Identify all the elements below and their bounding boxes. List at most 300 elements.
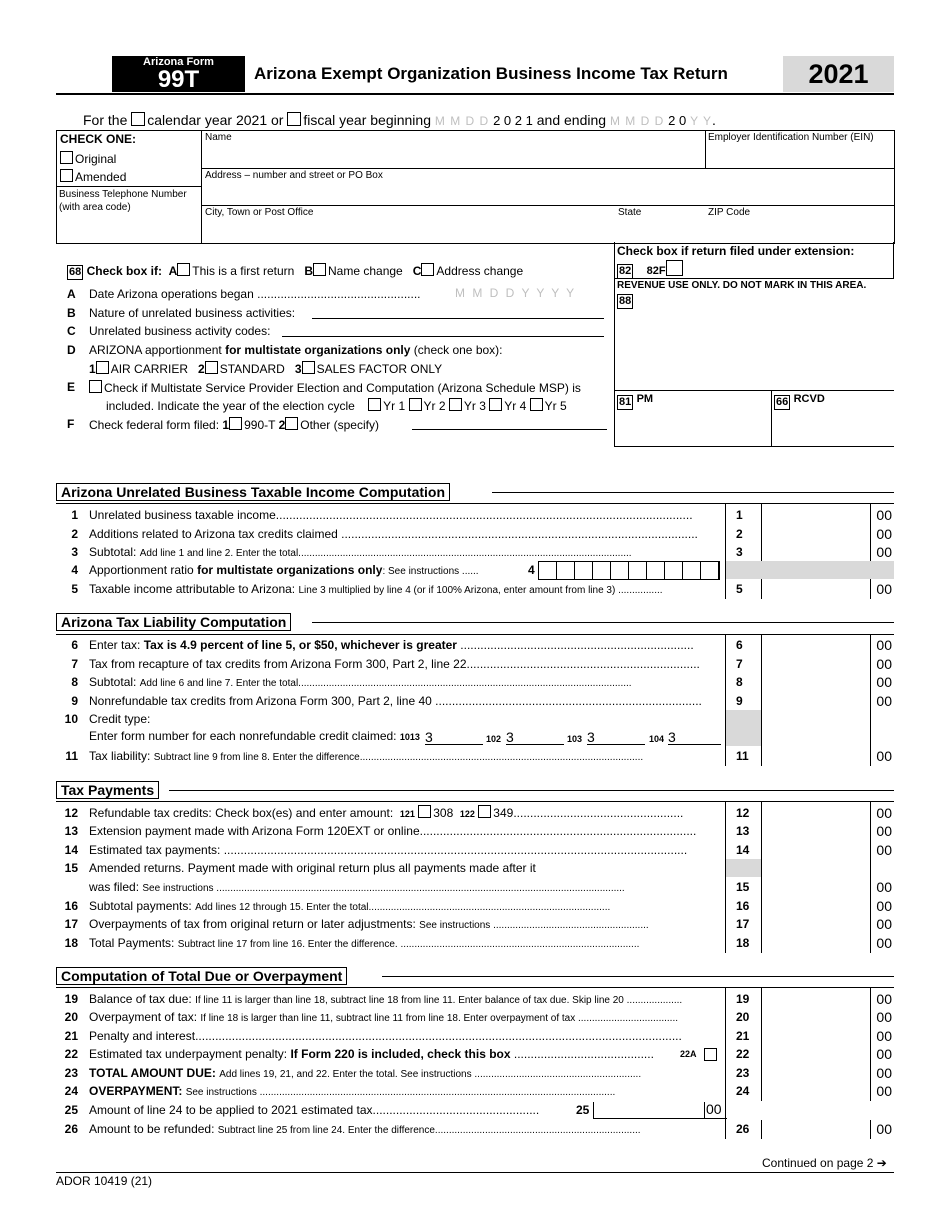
- line-2: [56, 525, 894, 544]
- line-text: Additions related to Arizona tax credits claimed ...........................................................................................................: [89, 527, 698, 541]
- c-letter: C: [412, 264, 422, 278]
- credit-308-label: 308: [433, 806, 454, 820]
- yr1-checkbox[interactable]: [368, 398, 381, 411]
- city-state-zip-field[interactable]: [202, 219, 893, 241]
- line-text: Amended returns. Payment made with original return plus all payments made after it: [89, 861, 536, 875]
- ref-num: 8: [736, 675, 743, 689]
- standard-label: STANDARD: [219, 362, 285, 376]
- cents: 00: [876, 693, 892, 709]
- line-f-text: Check federal form filed:: [89, 418, 220, 432]
- f2-num: 2: [278, 418, 286, 432]
- a-letter: A: [168, 264, 178, 278]
- cents: 00: [876, 1083, 892, 1099]
- line-24: [56, 1082, 894, 1101]
- line-bold: TOTAL AMOUNT DUE:: [89, 1066, 216, 1080]
- f1-num: 1: [222, 418, 230, 432]
- first-return-label: This is a first return: [192, 264, 295, 278]
- line-26: [56, 1120, 894, 1139]
- ref-num: 2: [736, 527, 743, 541]
- line-f-row: [89, 417, 379, 432]
- line-text: Penalty and interest..................................................................................................................................................: [89, 1029, 682, 1043]
- other-form-specify-field[interactable]: [412, 429, 607, 430]
- line-num: 13: [64, 824, 78, 838]
- revenue-use-note: REVENUE USE ONLY. DO NOT MARK IN THIS AREA.: [617, 280, 867, 291]
- line-num: 10: [64, 712, 78, 726]
- box-25-label: 25: [576, 1103, 590, 1117]
- name-change-checkbox[interactable]: [313, 263, 326, 276]
- yr3-checkbox[interactable]: [449, 398, 462, 411]
- check-one-label: CHECK ONE:: [60, 132, 137, 146]
- line-pre: Amount to be refunded:: [89, 1122, 215, 1136]
- other-form-label: Other (specify): [300, 418, 379, 432]
- line-instr: : See instructions ......: [382, 566, 479, 577]
- cents: 00: [876, 748, 892, 764]
- yr2-checkbox[interactable]: [409, 398, 422, 411]
- line-d-pre: ARIZONA apportionment: [89, 343, 222, 357]
- line-20: [56, 1008, 894, 1027]
- for-the-label: For the: [83, 112, 128, 128]
- line-text: [89, 561, 549, 581]
- line-17: [56, 915, 894, 934]
- election-cycle-row: [106, 398, 567, 413]
- form-220-checkbox[interactable]: [704, 1048, 717, 1061]
- continued-note: Continued on page 2 ➔: [762, 1156, 887, 1170]
- credit-103-field[interactable]: [587, 730, 645, 745]
- box-82f-label: 82F: [646, 265, 666, 277]
- credit-103-label: 103: [567, 734, 583, 744]
- cents: 00: [876, 805, 892, 821]
- ref-num: 7: [736, 657, 743, 671]
- state-label: State: [618, 207, 642, 218]
- line-pre: Apportionment ratio: [89, 563, 194, 577]
- cents: 00: [876, 823, 892, 839]
- line-f-letter: F: [67, 417, 75, 431]
- yr4-label: Yr 4: [504, 399, 527, 413]
- line-dots: ...................................................: [513, 806, 684, 820]
- line-instr: If line 11 is larger than line 18, subtract line 18 from line 11. Enter balance of tax due. Skip line 20 ....................: [195, 995, 683, 1006]
- line-text: Estimated tax payments: ...........................................................................................................................................: [89, 843, 688, 857]
- amended-label: Amended: [75, 170, 127, 184]
- cents: 00: [876, 991, 892, 1007]
- credit-104-field[interactable]: [668, 730, 721, 745]
- line-pre: Balance of tax due:: [89, 992, 192, 1006]
- ref-num: 3: [736, 545, 743, 559]
- phone-field[interactable]: [57, 216, 200, 241]
- yr5-checkbox[interactable]: [530, 398, 543, 411]
- line-text: Tax from recapture of tax credits from Arizona Form 300, Part 2, line 22......................................................................: [89, 657, 700, 671]
- line-text: [89, 636, 721, 655]
- line-21: [56, 1027, 894, 1046]
- ref-num: 23: [736, 1066, 750, 1080]
- box-81: 81: [619, 396, 632, 408]
- cents: 00: [876, 544, 892, 560]
- msp-checkbox[interactable]: [89, 380, 102, 393]
- tax-year: 2021: [783, 56, 894, 92]
- line-bold: OVERPAYMENT:: [89, 1084, 183, 1098]
- line-c-text: Unrelated business activity codes:: [89, 324, 271, 338]
- box-88: 88: [619, 295, 632, 307]
- line-instr: Add line 1 and line 2. Enter the total........................................................................................................................: [139, 548, 632, 559]
- phone-label: Business Telephone Number (with area code): [59, 189, 187, 213]
- and-ending-label: and ending: [536, 112, 607, 128]
- credit-101-label: 101: [399, 732, 415, 742]
- cents: 00: [876, 637, 892, 653]
- sales-factor-checkbox[interactable]: [302, 361, 315, 374]
- rcvd-label: RCVD: [793, 393, 825, 405]
- credit-121-label: 121: [399, 809, 415, 819]
- ein-label: Employer Identification Number (EIN): [708, 132, 874, 143]
- line-text: [89, 580, 721, 600]
- line-e-text2: included. Indicate the year of the election cycle: [106, 399, 355, 413]
- name-field[interactable]: [202, 144, 704, 167]
- original-checkbox[interactable]: [60, 151, 73, 164]
- line-text: Nonrefundable tax credits from Arizona Form 300, Part 2, line 40 ................................................................................: [89, 694, 702, 708]
- line-num: 15: [64, 861, 78, 875]
- form-code: ADOR 10419 (21): [56, 1174, 153, 1188]
- credit-104-prefix: 3: [668, 729, 676, 745]
- box-66: 66: [776, 396, 789, 408]
- line-num: 22: [64, 1047, 78, 1061]
- line-pre: Tax liability:: [89, 749, 151, 763]
- line-pre: Taxable income attributable to Arizona:: [89, 582, 296, 596]
- activity-codes-field[interactable]: [282, 336, 604, 337]
- yr3-label: Yr 3: [463, 399, 486, 413]
- cents: 00: [876, 916, 892, 932]
- tax-period-line: For the calendar year 2021 or fiscal year beginning M M D D 2 0 2 1 and ending M M D D 2 0 Y Y.: [83, 112, 716, 128]
- line-a-letter: A: [67, 287, 76, 301]
- section-ubti: Arizona Unrelated Business Taxable Income Computation: [56, 483, 450, 501]
- line-num: 5: [71, 582, 78, 596]
- credit-102-field[interactable]: [506, 730, 564, 745]
- line-d-post: (check one box):: [413, 343, 503, 357]
- amended-checkbox[interactable]: [60, 169, 73, 182]
- section-total-due: Computation of Total Due or Overpayment: [56, 967, 347, 985]
- cents: 00: [876, 526, 892, 542]
- header-rule: [56, 93, 894, 95]
- ref-num: 22: [736, 1047, 750, 1061]
- line-6: [56, 636, 894, 655]
- line-num: 25: [64, 1103, 78, 1117]
- operations-date-field[interactable]: M M D D Y Y Y Y: [455, 286, 577, 300]
- line-9: [56, 692, 894, 711]
- line-num: 24: [64, 1084, 78, 1098]
- line-dots: ......................................................................: [460, 638, 694, 652]
- address-change-label: Address change: [436, 264, 524, 278]
- line-text: [89, 747, 721, 767]
- line-d-letter: D: [67, 343, 76, 357]
- calendar-year-checkbox[interactable]: [131, 112, 145, 126]
- line-e-text1: Check if Multistate Service Provider Election and Computation (Arizona Schedule MSP) is: [104, 381, 581, 395]
- address-label: Address – number and street or PO Box: [205, 170, 383, 181]
- line-16: [56, 897, 894, 916]
- cents: 00: [876, 842, 892, 858]
- form-badge: [112, 56, 245, 92]
- cents: 00: [876, 1121, 892, 1137]
- line-13: [56, 822, 894, 841]
- name-change-label: Name change: [328, 264, 403, 278]
- credit-308-checkbox[interactable]: [418, 805, 431, 818]
- line-instr: Subtract line 17 from line 16. Enter the difference. ......................................................................................: [177, 939, 640, 950]
- box-82: 82: [619, 265, 632, 277]
- sales-factor-label: SALES FACTOR ONLY: [316, 362, 443, 376]
- ein-field[interactable]: [706, 144, 893, 167]
- line-25: [56, 1101, 894, 1120]
- ref-num: 24: [736, 1084, 750, 1098]
- line-pre: was filed:: [89, 880, 140, 894]
- other-form-checkbox[interactable]: [285, 417, 298, 430]
- ref-num: 12: [736, 806, 750, 820]
- apportionment-ratio-field[interactable]: [538, 561, 720, 580]
- line-11: [56, 747, 894, 766]
- line-num: 26: [64, 1122, 78, 1136]
- line-text: Unrelated business taxable income.............................................................................................................................: [89, 508, 693, 522]
- cents: 00: [876, 898, 892, 914]
- line-text: [89, 1064, 721, 1084]
- ref-num: 26: [736, 1122, 750, 1136]
- line-pre: Total Payments:: [89, 936, 175, 950]
- apportionment-options: [89, 361, 442, 376]
- check-box-if-label: Check box if:: [86, 264, 162, 278]
- cents: 00: [876, 1028, 892, 1044]
- line-instr: Add line 6 and line 7. Enter the total........................................................................................................................: [139, 678, 632, 689]
- line-d-bold: for multistate organizations only: [225, 343, 411, 357]
- line-num: 4: [71, 563, 78, 577]
- line-15: [56, 859, 894, 878]
- line-instr: See instructions ...................................................................................................................................................: [142, 883, 625, 894]
- line-text: Credit type:: [89, 712, 151, 726]
- ref-num: 9: [736, 694, 743, 708]
- credit-102-label: 102: [486, 734, 502, 744]
- line-num: 1: [71, 508, 78, 522]
- line-dots: ..........................................: [513, 1047, 654, 1061]
- address-change-checkbox[interactable]: [421, 263, 434, 276]
- line-15-cont: [56, 878, 894, 897]
- original-label: Original: [75, 152, 117, 166]
- line-num: 16: [64, 899, 78, 913]
- line-pre: Subtotal:: [89, 675, 137, 689]
- yr4-checkbox[interactable]: [489, 398, 502, 411]
- line-num: 19: [64, 992, 78, 1006]
- line-pre: Refundable tax credits: Check box(es) and enter amount:: [89, 806, 394, 820]
- cents: 00: [876, 674, 892, 690]
- line-num: 7: [71, 657, 78, 671]
- 990t-checkbox[interactable]: [229, 417, 242, 430]
- line-text: [89, 878, 721, 898]
- air-carrier-label: AIR CARRIER: [110, 362, 189, 376]
- line-10-text2: Enter form number for each nonrefundable credit claimed:: [89, 729, 397, 743]
- line-num: 3: [71, 545, 78, 559]
- line-instr: Add lines 12 through 15. Enter the total.......................................................................................: [195, 902, 611, 913]
- line-text: [89, 897, 721, 917]
- credit-122-label: 122: [459, 809, 475, 819]
- ref-num: 11: [736, 749, 749, 763]
- yr2-label: Yr 2: [423, 399, 446, 413]
- line-a-text: Date Arizona operations began .................................................: [89, 287, 421, 301]
- line-bold: Tax is 4.9 percent of line 5, or $50, whichever is greater: [143, 638, 457, 652]
- line-7: [56, 655, 894, 674]
- line-pre: Subtotal payments:: [89, 899, 192, 913]
- d3-num: 3: [294, 362, 302, 376]
- ref-num: 17: [736, 917, 750, 931]
- ref-num: 18: [736, 936, 750, 950]
- line-num: 6: [71, 638, 78, 652]
- line-num: 23: [64, 1066, 78, 1080]
- ref-num: 6: [736, 638, 743, 652]
- line-text: [89, 915, 721, 935]
- form-title: Arizona Exempt Organization Business Income Tax Return: [254, 64, 728, 83]
- credit-101-prefix: 3: [425, 729, 433, 745]
- b-letter: B: [304, 264, 314, 278]
- line-e-letter: E: [67, 380, 76, 394]
- credit-349-label: 349: [493, 806, 514, 820]
- line-25-cents: 00: [706, 1101, 722, 1117]
- line-3: [56, 543, 894, 562]
- line-text: [89, 1008, 721, 1028]
- ref-num: 19: [736, 992, 750, 1006]
- zip-label: ZIP Code: [708, 207, 751, 218]
- line-1-amount[interactable]: [762, 506, 870, 524]
- line-num: 8: [71, 675, 78, 689]
- line-4: [56, 561, 894, 580]
- ref-num: 20: [736, 1010, 750, 1024]
- line-10-credits: Enter form number for each nonrefundable credit claimed: 1013: [89, 729, 420, 743]
- line-text: Amount of line 24 to be applied to 2021 estimated tax..................................................: [89, 1103, 540, 1117]
- credit-104-label: 104: [649, 734, 665, 744]
- ref-num: 15: [736, 880, 750, 894]
- ref-num: 5: [736, 582, 743, 596]
- d2-num: 2: [198, 362, 205, 376]
- form-number: 99T: [157, 66, 200, 93]
- line-d-text: [89, 343, 503, 357]
- line-text: [89, 673, 721, 693]
- cents: 00: [876, 1065, 892, 1081]
- name-label: Name: [205, 132, 232, 143]
- calendar-year-label: calendar year 2021 or: [147, 112, 284, 128]
- city-label: City, Town or Post Office: [205, 207, 314, 218]
- line-c-letter: C: [67, 324, 76, 338]
- box-22a-label: 22A: [680, 1049, 697, 1059]
- line-pre: Enter tax:: [89, 638, 141, 652]
- credit-102-prefix: 3: [506, 729, 514, 745]
- ref-num: 16: [736, 899, 750, 913]
- line-instr: See instructions ................................................................................................................................: [185, 1087, 616, 1098]
- d1-num: 1: [89, 362, 96, 376]
- credit-349-checkbox[interactable]: [478, 805, 491, 818]
- line-num: 2: [71, 527, 78, 541]
- cents: 00: [876, 1009, 892, 1025]
- line-text: Extension payment made with Arizona Form 120EXT or online...................................................................................: [89, 824, 697, 838]
- fiscal-year-label: fiscal year beginning: [303, 112, 431, 128]
- line-18: [56, 934, 894, 953]
- line-22: [56, 1045, 894, 1064]
- line-5: [56, 580, 894, 599]
- fiscal-begin-year: 2 0 2 1: [493, 113, 533, 128]
- section-tax-liability: Arizona Tax Liability Computation: [56, 613, 291, 631]
- ref-num: 1: [736, 508, 743, 522]
- line-num: 9: [71, 694, 78, 708]
- fiscal-year-checkbox[interactable]: [287, 112, 301, 126]
- line-10: [56, 710, 894, 729]
- line-text: [89, 990, 721, 1010]
- line-text: [89, 1082, 721, 1102]
- line-bold: for multistate organizations only: [197, 563, 383, 577]
- fiscal-end-date-field[interactable]: M M D D: [609, 114, 665, 128]
- line-text: [89, 1120, 721, 1140]
- line-23: [56, 1064, 894, 1083]
- ref-num: 13: [736, 824, 750, 838]
- line-b-text: Nature of unrelated business activities:: [89, 306, 296, 320]
- line-instr: Subtract line 9 from line 8. Enter the difference......................................................................................................: [153, 752, 644, 763]
- nature-of-business-field[interactable]: [312, 318, 604, 319]
- line-19: [56, 990, 894, 1009]
- fiscal-end-year: 2 0: [668, 113, 687, 128]
- ref-num: 21: [736, 1029, 750, 1043]
- line-pre: Estimated tax underpayment penalty:: [89, 1047, 288, 1061]
- yr5-label: Yr 5: [544, 399, 567, 413]
- ref-num: 14: [736, 843, 750, 857]
- pm-label: PM: [636, 393, 654, 405]
- line-num: 11: [65, 749, 78, 763]
- section-tax-payments: Tax Payments: [56, 781, 159, 799]
- extension-checkbox[interactable]: [666, 260, 683, 276]
- box-68: 68: [69, 266, 82, 278]
- line-8: [56, 673, 894, 692]
- cents: 00: [876, 507, 892, 523]
- line-instr: Subtract line 25 from line 24. Enter the difference..........................................................................: [217, 1125, 641, 1136]
- line-text: [89, 804, 721, 824]
- line-instr: Add lines 19, 21, and 22. Enter the total. See instructions ............................................................: [219, 1069, 642, 1080]
- line-pre: Overpayment of tax:: [89, 1010, 198, 1024]
- air-carrier-checkbox[interactable]: [96, 361, 109, 374]
- credit-103-prefix: 3: [587, 729, 595, 745]
- form-label: Arizona Form: [143, 56, 214, 68]
- line-text: [89, 1045, 675, 1064]
- line-num: 20: [64, 1010, 78, 1024]
- standard-checkbox[interactable]: [205, 361, 218, 374]
- line-pre: Overpayments of tax from original return or later adjustments:: [89, 917, 416, 931]
- yr1-label: Yr 1: [383, 399, 406, 413]
- address-field[interactable]: [202, 182, 893, 204]
- line-bold: If Form 220 is included, check this box: [290, 1047, 511, 1061]
- first-return-checkbox[interactable]: [177, 263, 190, 276]
- line-instr: If line 18 is larger than line 11, subtract line 11 from line 18. Enter overpayment of tax ....................................: [200, 1013, 679, 1024]
- line-b-letter: B: [67, 306, 76, 320]
- line-text: [89, 934, 721, 954]
- fiscal-begin-date-field[interactable]: M M D D: [434, 114, 490, 128]
- credit-101-field[interactable]: [425, 730, 483, 745]
- line-num: 18: [64, 936, 78, 950]
- fiscal-end-year-field[interactable]: Y Y: [690, 114, 713, 128]
- line-pre: Subtotal:: [89, 545, 137, 559]
- line-num: 14: [64, 843, 78, 857]
- cents: 00: [876, 879, 892, 895]
- extension-heading: Check box if return filed under extension:: [617, 244, 855, 258]
- line-text: [89, 543, 721, 563]
- cents: 00: [876, 581, 892, 597]
- 990t-label: 990-T: [244, 418, 276, 432]
- cents: 00: [876, 656, 892, 672]
- line-14: [56, 841, 894, 860]
- ratio-box-label: 4: [528, 563, 535, 577]
- cents: 00: [876, 1046, 892, 1062]
- line-12: [56, 804, 894, 823]
- line-num: 17: [64, 917, 78, 931]
- line-num: 12: [64, 806, 78, 820]
- line-instr: Line 3 multiplied by line 4 (or if 100% Arizona, enter amount from line 3) ................: [298, 585, 663, 596]
- line-instr: See instructions ........................................................: [419, 920, 649, 931]
- line-num: 21: [64, 1029, 78, 1043]
- cents: 00: [876, 935, 892, 951]
